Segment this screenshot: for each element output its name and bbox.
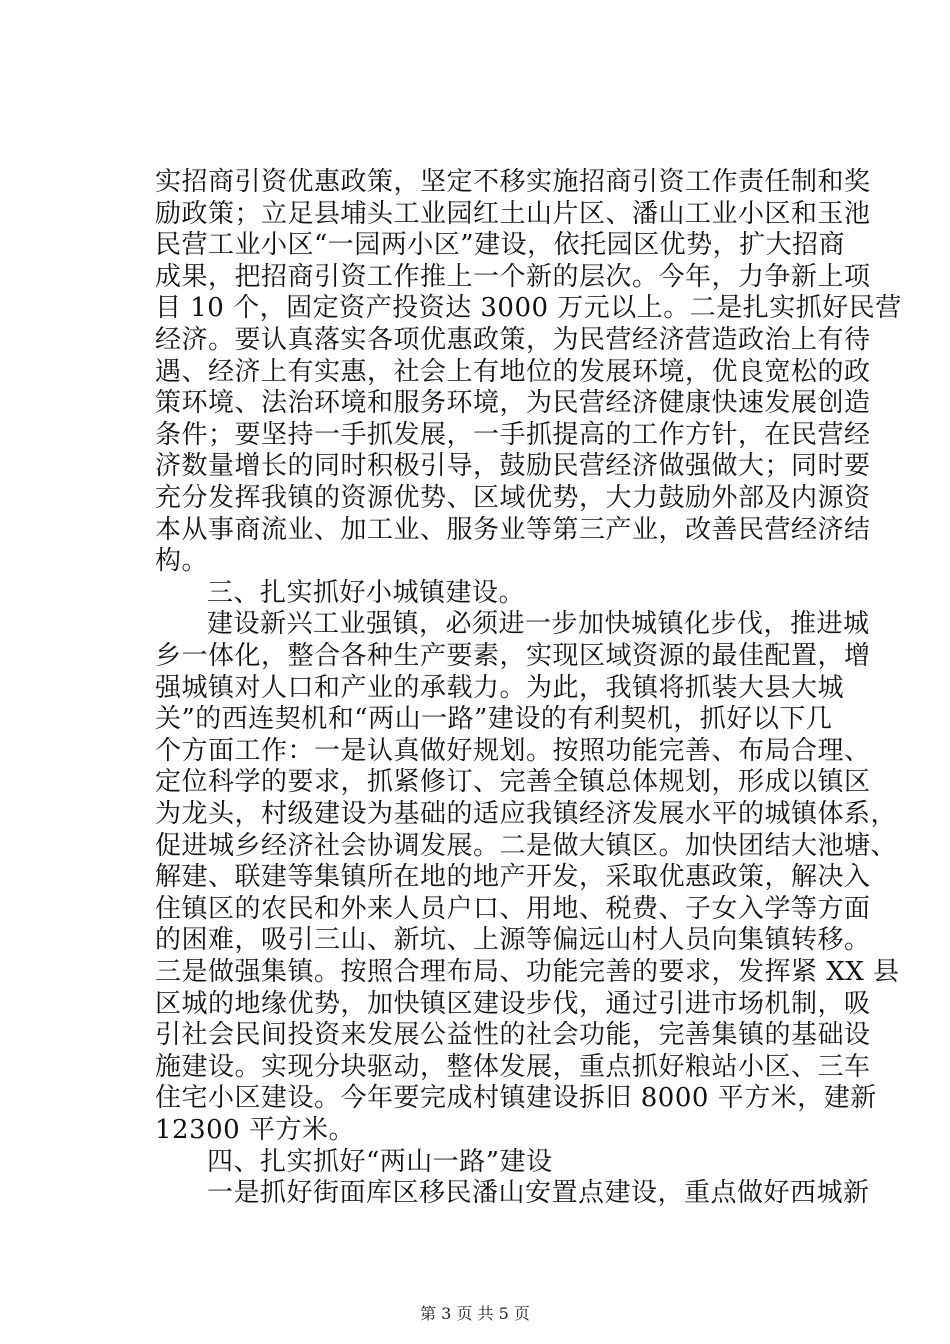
text-line: 条件；要坚持一手抓发展，一手抓提高的工作方针，在民营经 bbox=[155, 419, 871, 450]
text-line: 乡一体化，整合各种生产要素，实现区域资源的最佳配置，增 bbox=[155, 641, 871, 671]
text-line: 住宅小区建设。今年要完成村镇建设拆旧 8000 平方米，建新 bbox=[155, 1083, 877, 1114]
text-line: 关”的西连契机和“两山一路”建设的有利契机，抓好以下几 bbox=[155, 704, 833, 735]
text-line: 解建、联建等集镇所在地的地产开发，采取优惠政策，解决入 bbox=[155, 862, 871, 893]
text-line: 构。 bbox=[155, 546, 209, 577]
text-line: 充分发挥我镇的资源优势、区域优势，大力鼓励外部及内源资 bbox=[155, 483, 871, 513]
text-line: 施建设。实现分块驱动，整体发展，重点抓好粮站小区、三车 bbox=[155, 1051, 871, 1082]
text-line: 住镇区的农民和外来人员户口、用地、税费、子女入学等方面 bbox=[155, 893, 871, 924]
text-line: 强城镇对人口和产业的承载力。为此，我镇将抓装大县大城 bbox=[155, 672, 845, 703]
text-line: 的困难，吸引三山、新坑、上源等偏远山村人员向集镇转移。 bbox=[155, 925, 871, 956]
text-line: 为龙头，村级建设为基础的适应我镇经济发展水平的城镇体系， bbox=[155, 799, 898, 829]
text-line: 三是做强集镇。按照合理布局、功能完善的要求，发挥紧 XX 县 bbox=[155, 957, 900, 987]
text-line: 个方面工作：一是认真做好规划。按照功能完善、布局合理、 bbox=[155, 735, 871, 766]
text-line: 促进城乡经济社会协调发展。二是做大镇区。加快团结大池塘、 bbox=[155, 830, 898, 861]
text-line: 经济。要认真落实各项优惠政策，为民营经济营造政治上有待 bbox=[155, 325, 871, 355]
text-line: 民营工业小区“一园两小区”建设，依托园区优势，扩大招商 bbox=[155, 230, 846, 261]
text-line: 目 10 个，固定资产投资达 3000 万元以上。二是扎实抓好民营 bbox=[155, 293, 902, 324]
text-line: 建设新兴工业强镇，必须进一步加快城镇化步伐，推进城 bbox=[207, 609, 870, 640]
text-line: 策环境、法治环境和服务环境，为民营经济健康快速发展创造 bbox=[155, 388, 871, 419]
text-line: 引社会民间投资来发展公益性的社会功能，完善集镇的基础设 bbox=[155, 1020, 871, 1051]
text-line: 遇、经济上有实惠，社会上有地位的发展环境，优良宽松的政 bbox=[155, 356, 871, 387]
section-heading: 三、扎实抓好小城镇建设。 bbox=[207, 577, 526, 608]
text-line: 实招商引资优惠政策，坚定不移实施招商引资工作责任制和奖 bbox=[155, 167, 871, 197]
text-line: 12300 平方米。 bbox=[155, 1115, 355, 1145]
page-footer: 第 3 页 共 5 页 bbox=[420, 1304, 530, 1323]
section-heading: 四、扎实抓好“两山一路”建设 bbox=[207, 1146, 553, 1177]
text-line: 济数量增长的同时积极引导，鼓励民营经济做强做大；同时要 bbox=[155, 451, 871, 482]
text-line: 定位科学的要求，抓紧修订、完善全镇总体规划，形成以镇区 bbox=[155, 767, 871, 798]
text-line: 一是抓好街面库区移民潘山安置点建设，重点做好西城新 bbox=[207, 1178, 870, 1209]
text-line: 本从事商流业、加工业、服务业等第三产业，改善民营经济结 bbox=[155, 514, 871, 545]
text-line: 成果，把招商引资工作推上一个新的层次。今年，力争新上项 bbox=[155, 261, 871, 292]
text-line: 区城的地缘优势，加快镇区建设步伐，通过引进市场机制，吸 bbox=[155, 988, 871, 1019]
text-line: 励政策；立足县埔头工业园红土山片区、潘山工业小区和玉池 bbox=[155, 198, 871, 229]
